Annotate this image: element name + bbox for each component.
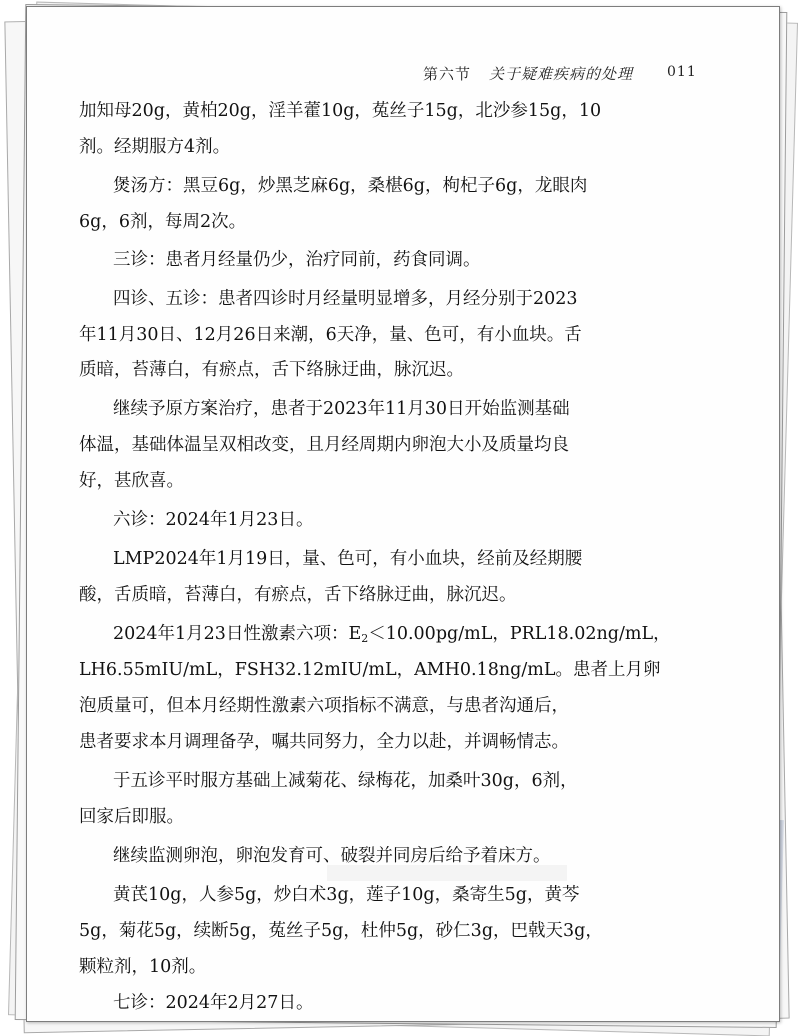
text-line: 于五诊平时服方基础上减菊花、绿梅花，加桑叶30g，6剂， xyxy=(113,771,578,791)
text-line: 黄芪10g，人参5g，炒白术3g，莲子10g，桑寄生5g，黄芩 xyxy=(113,885,580,905)
text-line: 好，甚欣喜。 xyxy=(79,471,184,491)
text-line-hormone-panel xyxy=(113,626,671,644)
text-line: 质暗，苔薄白，有瘀点，舌下络脉迂曲，脉沉迟。 xyxy=(79,360,464,380)
text-line: 酸，舌质暗，苔薄白，有瘀点，舌下络脉迂曲，脉沉迟。 xyxy=(79,585,517,605)
text-line: 四诊、五诊：患者四诊时月经量明显增多，月经分别于2023 xyxy=(113,289,578,309)
hormone-panel-prefix: 2024年1月23日性激素六项：E xyxy=(113,624,362,644)
hormone-panel-values: ＜10.00pg/mL，PRL18.02ng/mL， xyxy=(368,624,671,644)
text-line: 七诊：2024年2月27日。 xyxy=(113,993,314,1013)
text-line: 颗粒剂，10剂。 xyxy=(79,957,207,977)
text-line: 继续予原方案治疗，患者于2023年11月30日开始监测基础 xyxy=(113,399,570,419)
text-line: 煲汤方：黑豆6g，炒黑芝麻6g，桑椹6g，枸杞子6g，龙眼肉 xyxy=(113,176,588,196)
section-title: 关于疑难疾病的处理 xyxy=(489,65,634,83)
text-line: 回家后即服。 xyxy=(79,807,184,827)
section-label: 第六节 xyxy=(423,65,472,83)
text-line: LH6.55mIU/mL，FSH32.12mIU/mL，AMH0.18ng/mL。患者上月卵 xyxy=(79,660,661,680)
text-line: 剂。经期服方4剂。 xyxy=(79,137,231,157)
text-line: 六诊：2024年1月23日。 xyxy=(113,510,314,530)
text-line: 继续监测卵泡，卵泡发育可、破裂并同房后给予着床方。 xyxy=(113,846,551,866)
text-line: 患者要求本月调理备孕，嘱共同努力，全力以赴，并调畅情志。 xyxy=(79,732,569,752)
text-line: 泡质量可，但本月经期性激素六项指标不满意，与患者沟通后， xyxy=(79,696,569,716)
e2-subscript: 2 xyxy=(361,632,369,645)
bleed-through-shadow xyxy=(327,865,567,881)
text-line: 三诊：患者月经量仍少，治疗同前，药食同调。 xyxy=(113,250,481,270)
text-line: 体温，基础体温呈双相改变，且月经周期内卵泡大小及质量均良 xyxy=(79,435,569,455)
book-page xyxy=(26,6,780,1022)
text-line: 5g，菊花5g，续断5g，菟丝子5g，杜仲5g，砂仁3g，巴戟天3g， xyxy=(79,921,603,941)
text-line: LMP2024年1月19日，量、色可，有小血块，经前及经期腰 xyxy=(113,549,583,569)
page-number: 011 xyxy=(667,64,697,80)
text-line: 6g，6剂，每周2次。 xyxy=(79,212,247,232)
text-line: 年11月30日、12月26日来潮，6天净，量、色可，有小血块。舌 xyxy=(79,325,582,345)
text-line: 加知母20g，黄柏20g，淫羊藿10g，菟丝子15g，北沙参15g，10 xyxy=(79,101,602,121)
